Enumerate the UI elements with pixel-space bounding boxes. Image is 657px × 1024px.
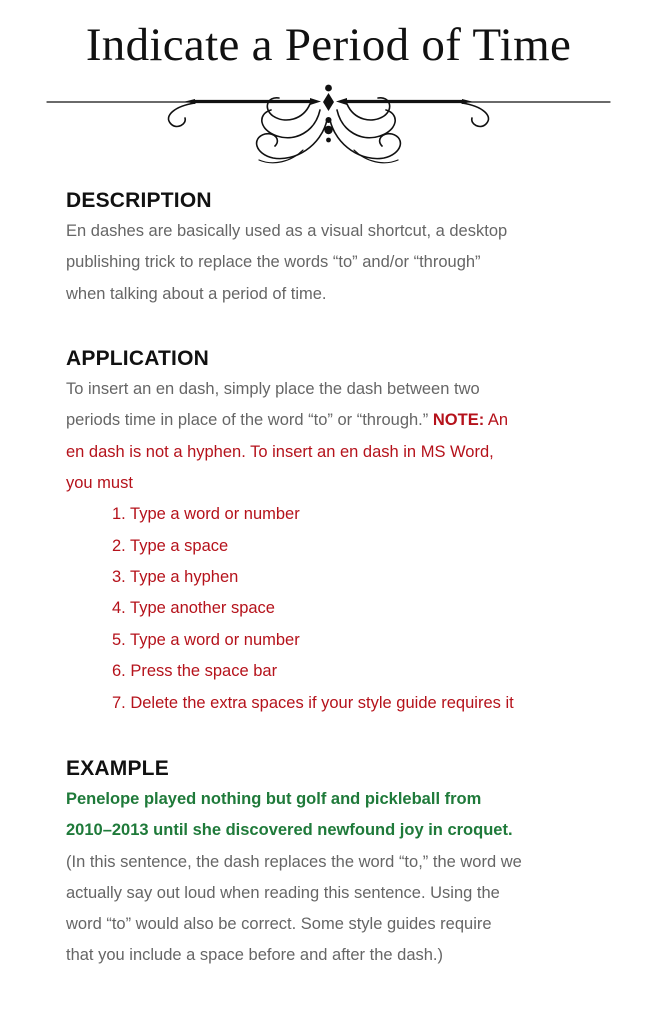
page-title: Indicate a Period of Time [85, 19, 572, 71]
application-line [66, 405, 606, 436]
example-note: that you include a space before and after the dash.) [66, 946, 444, 965]
step-item: 4. Type another space [112, 599, 275, 618]
note-text: en dash is not a hyphen. To insert an en dash in MS Word, [66, 442, 494, 461]
example-heading: EXAMPLE [66, 757, 169, 780]
example-section [66, 754, 626, 972]
step-item: 6. Press the space bar [112, 662, 278, 681]
application-body [66, 374, 606, 499]
description-line: publishing trick to replace the words “to” and/or “through” [66, 253, 481, 272]
application-heading: APPLICATION [66, 347, 209, 370]
note-label: NOTE: [432, 411, 485, 430]
step-item: 2. Type a space [112, 536, 229, 555]
step-item: 7. Delete the extra spaces if your style guide requires it [112, 693, 514, 712]
note-text: An [487, 411, 509, 430]
application-line-text: periods time in place of the word “to” or “through.” [66, 411, 429, 430]
step-item: 5. Type a word or number [112, 630, 300, 649]
application-section [66, 344, 606, 719]
steps-list [66, 499, 606, 719]
example-note: word “to” would also be correct. Some style guides require [66, 915, 492, 934]
description-section [66, 186, 606, 310]
application-line: To insert an en dash, simply place the dash between two [66, 380, 480, 398]
example-sentence: 2010–2013 until she discovered newfound joy in croquet. [66, 821, 513, 840]
description-line: En dashes are basically used as a visual shortcut, a desktop [66, 222, 508, 240]
step-item: 3. Type a hyphen [112, 568, 239, 586]
example-note: actually say out loud when reading this sentence. Using the [66, 883, 500, 902]
example-sentence: Penelope played nothing but golf and pickleball from [66, 790, 482, 808]
example-note: (In this sentence, the dash replaces the word “to,” the word we [66, 852, 522, 871]
note-text: you must [66, 473, 133, 492]
description-heading: DESCRIPTION [66, 189, 212, 212]
example-body [66, 784, 626, 972]
flourish-divider-icon [45, 80, 612, 172]
description-line: when talking about a period of time. [66, 284, 327, 303]
description-body [66, 216, 606, 310]
step-item: 1. Type a word or number [112, 505, 300, 524]
